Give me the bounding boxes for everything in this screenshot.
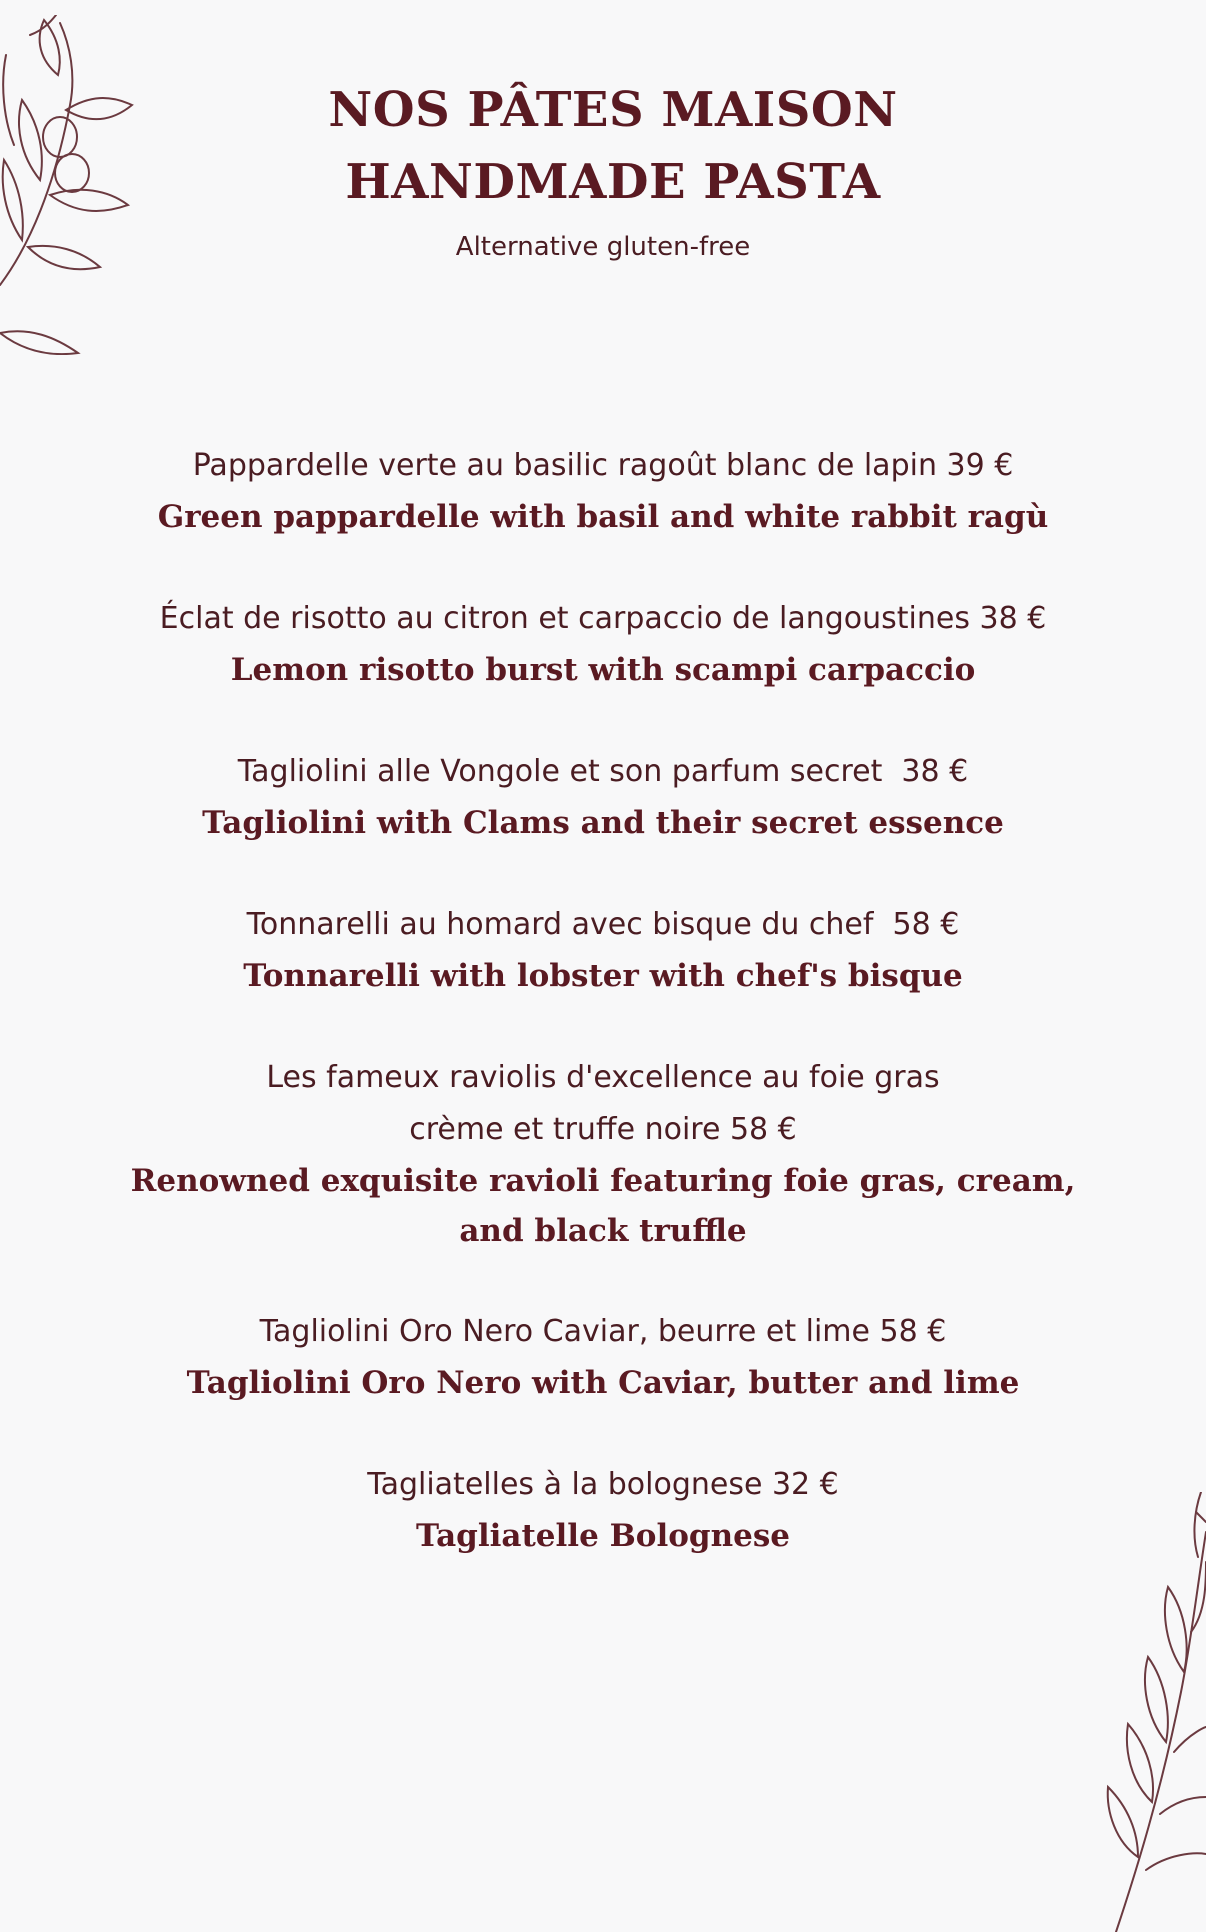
menu-item <box>0 899 1206 1052</box>
menu-item-fr: Éclat de risotto au citron et carpaccio de langoustines 38 € <box>159 601 1047 636</box>
menu-item-fr: Pappardelle verte au basilic ragoût blanc de lapin 39 € <box>192 448 1014 483</box>
menu-item-en: Green pappardelle with basil and white rabbit ragù <box>157 499 1049 535</box>
menu-item-en: Lemon risotto burst with scampi carpaccio <box>230 652 976 688</box>
menu-item-fr: Tonnarelli au homard avec bisque du chef 58 € <box>246 907 960 942</box>
menu-item <box>0 440 1206 593</box>
menu-header <box>0 74 1206 264</box>
menu-item-en: Tonnarelli with lobster with chef's bisque <box>243 958 963 994</box>
menu-item <box>0 1052 1206 1306</box>
page-title-fr: NOS PÂTES MAISON <box>328 82 898 138</box>
menu-item-fr-line2: crème et truffe noire 58 € <box>409 1112 797 1147</box>
page-title-en: HANDMADE PASTA <box>345 154 881 210</box>
menu-item <box>0 593 1206 746</box>
menu-item-en: Tagliatelle Bolognese <box>415 1518 791 1554</box>
menu-item-fr: Tagliatelles à la bolognese 32 € <box>367 1467 839 1502</box>
subtitle: Alternative gluten-free <box>455 232 751 262</box>
menu-item-en: Tagliolini with Clams and their secret essence <box>202 805 1004 841</box>
menu-item-fr: Les fameux raviolis d'excellence au foie gras <box>266 1060 940 1095</box>
menu-item-fr: Tagliolini alle Vongole et son parfum secret 38 € <box>237 754 969 789</box>
menu-item <box>0 1306 1206 1459</box>
menu-item-fr: Tagliolini Oro Nero Caviar, beurre et lime 58 € <box>259 1314 947 1349</box>
menu-item-en: Renowned exquisite ravioli featuring foie gras, cream, and black truffle <box>130 1163 1076 1249</box>
menu-item <box>0 746 1206 899</box>
menu-list <box>0 440 1206 1612</box>
menu-item-en: Tagliolini Oro Nero with Caviar, butter and lime <box>186 1365 1020 1401</box>
menu-item <box>0 1459 1206 1612</box>
